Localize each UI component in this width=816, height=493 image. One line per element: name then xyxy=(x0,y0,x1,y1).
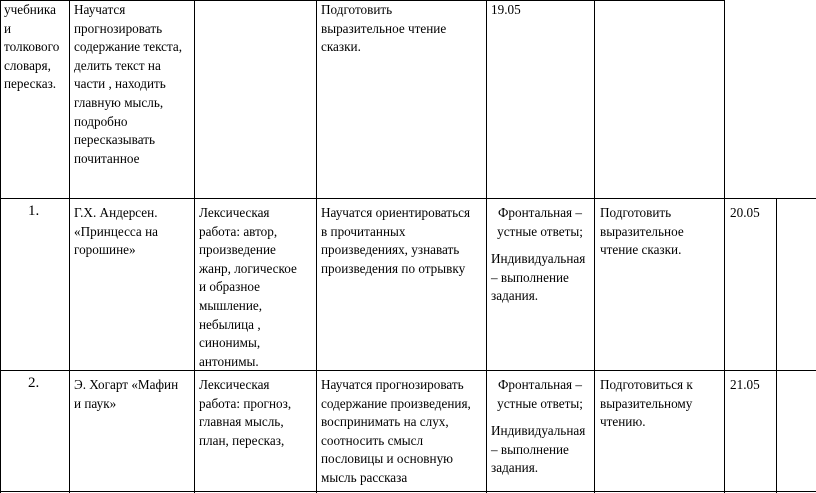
vocabulary-work: Лексическая работа: прогноз, главная мысль, план, пересказ, xyxy=(199,377,292,448)
expected-result: Научатся прогнозировать содержание произведения, воспринимать на слух, соотносить смысл пословицы и основную мысль рассказа xyxy=(321,377,471,485)
grid-line xyxy=(0,198,816,199)
work-form-frontal: Фронтальная – устные ответы; xyxy=(497,205,583,239)
grid-line xyxy=(194,0,195,493)
cell-top-col4: Подготовить выразительное чтение сказки. xyxy=(321,2,447,55)
grid-line xyxy=(0,370,816,371)
lesson-date: 20.05 xyxy=(730,205,760,220)
cell-top-col1: учебника и толкового словаря, пересказ. xyxy=(4,2,60,92)
row-number: 1. xyxy=(28,203,40,219)
cell-top-col5: 19.05 xyxy=(491,2,521,17)
cell-top-col2: Научатся прогнозировать содержание текста, делить текст на части , находить главную мысль, подробно пересказывать почитанное xyxy=(74,2,183,166)
grid-line xyxy=(0,491,816,492)
homework: Подготовиться к выразительному чтению. xyxy=(600,377,693,430)
work-form-individual: Индивидуальная – выполнение задания. xyxy=(491,423,586,476)
homework: Подготовить выразительное чтение сказки. xyxy=(600,205,684,258)
grid-line xyxy=(776,198,777,493)
expected-result: Научатся ориентироваться в прочитанных произведениях, узнавать произведения по отрывку xyxy=(321,205,471,276)
vocabulary-work: Лексическая работа: автор, произведение жанр, логическое и образное мышление, небылица , синонимы, антонимы. xyxy=(199,205,297,369)
grid-line xyxy=(0,0,1,493)
lesson-topic: Г.Х. Андерсен. «Принцесса на горошине» xyxy=(74,205,158,258)
lesson-date: 21.05 xyxy=(730,377,760,392)
row-number: 2. xyxy=(28,375,40,391)
grid-line xyxy=(486,0,487,493)
grid-line xyxy=(316,0,317,493)
grid-line xyxy=(594,0,595,493)
lesson-topic: Э. Хогарт «Мафин и паук» xyxy=(74,377,179,411)
work-form-frontal: Фронтальная – устные ответы; xyxy=(497,377,583,411)
work-form-individual: Индивидуальная – выполнение задания. xyxy=(491,251,586,304)
grid-line xyxy=(724,0,725,493)
